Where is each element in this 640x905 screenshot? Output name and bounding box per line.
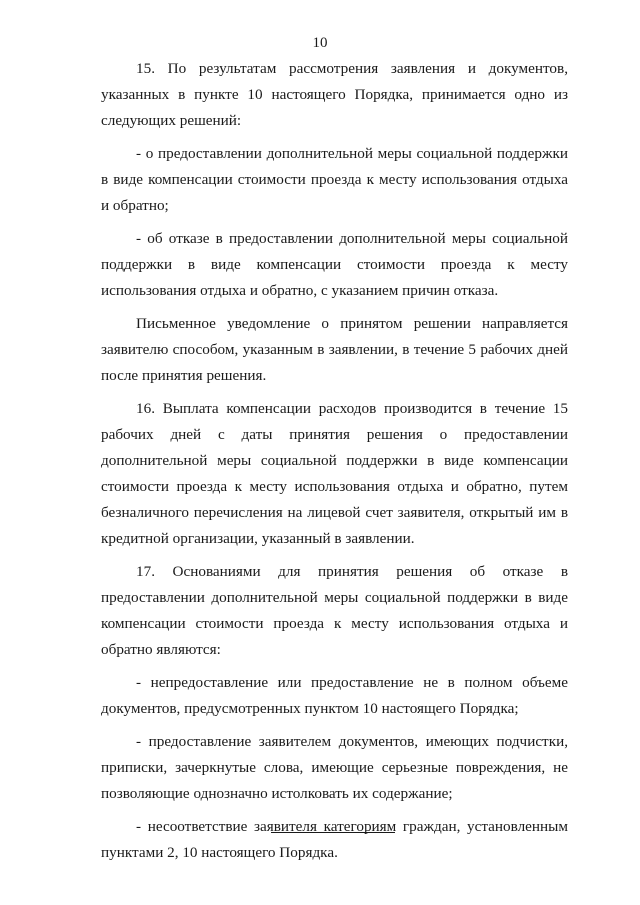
paragraph-16: 16. Выплата компенсации расходов производится в течение 15 рабочих дней с даты принятия решения о предоставлении дополнительной меры социальной поддержки в виде компенсации стоимости проезда к месту использования отдыха и обратно, путем безналичного перечисления на лицевой счет заявителя, открытый им в кредитной организации, указанный в заявлении. [101,400,568,547]
page-number: 10 [312,35,328,51]
end-rule [271,832,395,833]
paragraph-15: 15. По результатам рассмотрения заявления и документов, указанных в пункте 10 настоящего Порядка, принимается одно из следующих решений: [101,60,568,129]
list-item-category-mismatch: - несоответствие заявителя категориям граждан, установленным пунктами 2, 10 настоящего Порядка. [101,818,568,861]
list-item-damaged-documents: - предоставление заявителем документов, имеющих подчистки, приписки, зачеркнутые слова, имеющие серьезные повреждения, не позволяющие однозначно истолковать их содержание; [101,733,568,802]
document-body [101,56,568,866]
list-item-refusal-decision: - об отказе в предоставлении дополнительной меры социальной поддержки в виде компенсации стоимости проезда к месту использования отдыха и обратно, с указанием причин отказа. [101,230,568,299]
paragraph-notification: Письменное уведомление о принятом решении направляется заявителю способом, указанным в заявлении, в течение 5 рабочих дней после принятия решения. [101,315,568,384]
paragraph-17: 17. Основаниями для принятия решения об отказе в предоставлении дополнительной меры социальной поддержки в виде компенсации стоимости проезда к месту использования отдыха и обратно являются: [101,563,568,658]
list-item-grant-decision: - о предоставлении дополнительной меры социальной поддержки в виде компенсации стоимости проезда к месту использования отдыха и обратно; [101,145,568,214]
list-item-missing-documents: - непредоставление или предоставление не в полном объеме документов, предусмотренных пунктом 10 настоящего Порядка; [101,674,568,717]
